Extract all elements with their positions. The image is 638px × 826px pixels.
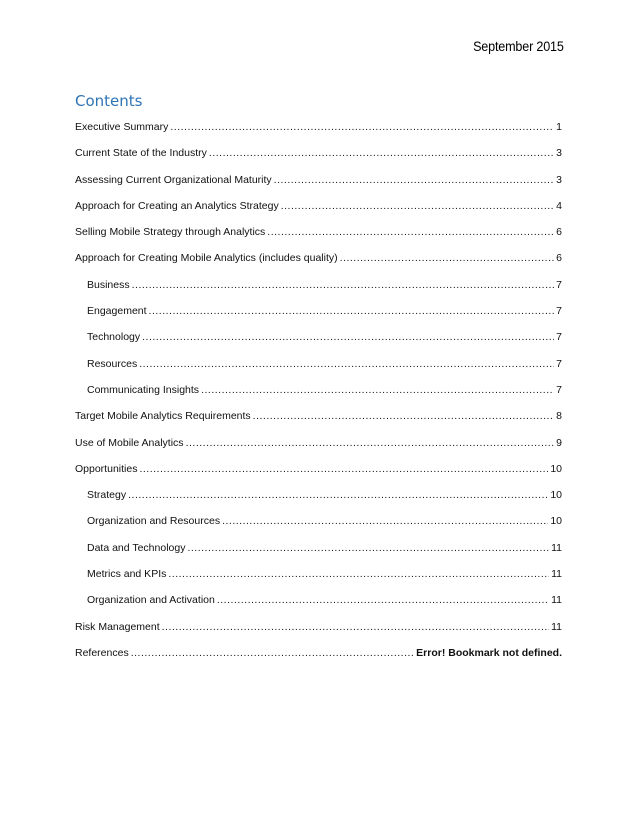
toc-entry-title: Risk Management xyxy=(75,620,160,633)
toc-dot-leader xyxy=(170,120,554,134)
toc-dot-leader xyxy=(209,146,554,160)
toc-entry-executive-summary[interactable] xyxy=(75,120,562,146)
toc-entry-title: Approach for Creating an Analytics Strategy xyxy=(75,199,279,212)
toc-entry-page: 10 xyxy=(550,515,562,528)
toc-entry-title: Opportunities xyxy=(75,462,138,475)
toc-entry-title: Approach for Creating Mobile Analytics (includes quality) xyxy=(75,252,338,265)
toc-dot-leader xyxy=(253,409,554,423)
toc-dot-leader xyxy=(131,646,414,660)
toc-entry-title: Business xyxy=(87,278,130,291)
toc-dot-leader xyxy=(132,278,555,292)
toc-entry-page-error: Error! Bookmark not defined. xyxy=(416,646,562,659)
toc-entry-page: 6 xyxy=(556,226,562,239)
toc-entry-target-requirements[interactable] xyxy=(75,409,562,435)
toc-entry-page: 10 xyxy=(550,462,562,475)
toc-entry-page: 7 xyxy=(556,305,562,318)
toc-dot-leader xyxy=(139,357,554,371)
toc-dot-leader xyxy=(274,173,554,187)
toc-dot-leader xyxy=(149,304,555,318)
toc-entry-references[interactable] xyxy=(75,646,562,672)
table-of-contents xyxy=(75,120,562,672)
toc-entry-page: 7 xyxy=(556,383,562,396)
toc-entry-title: Executive Summary xyxy=(75,121,169,133)
toc-entry-title: References xyxy=(75,646,129,659)
toc-entry-page: 6 xyxy=(556,252,562,265)
toc-entry-strategy[interactable] xyxy=(75,488,562,514)
toc-entry-title: Organization and Activation xyxy=(87,594,215,607)
toc-entry-title: Strategy xyxy=(87,489,127,502)
toc-entry-metrics-kpis[interactable] xyxy=(75,567,562,593)
toc-entry-title: Organization and Resources xyxy=(87,515,221,528)
toc-dot-leader xyxy=(201,383,554,397)
toc-dot-leader xyxy=(222,514,548,528)
toc-entry-title: Selling Mobile Strategy through Analytics xyxy=(75,226,266,239)
toc-dot-leader xyxy=(128,488,548,502)
toc-entry-title: Engagement xyxy=(87,305,147,318)
header-date: September 2015 xyxy=(473,38,564,54)
toc-entry-title: Current State of the Industry xyxy=(75,147,207,160)
toc-entry-title: Resources xyxy=(87,357,138,370)
toc-dot-leader xyxy=(186,436,555,450)
toc-entry-page: 10 xyxy=(550,489,562,502)
toc-entry-assessing-maturity[interactable] xyxy=(75,173,562,199)
toc-entry-page: 3 xyxy=(556,173,562,186)
toc-entry-resources[interactable] xyxy=(75,357,562,383)
toc-entry-page: 1 xyxy=(556,121,562,133)
toc-entry-title: Assessing Current Organizational Maturity xyxy=(75,173,272,186)
toc-entry-analytics-strategy[interactable] xyxy=(75,199,562,225)
toc-entry-title: Target Mobile Analytics Requirements xyxy=(75,410,251,423)
toc-entry-page: 11 xyxy=(551,568,562,581)
toc-entry-opportunities[interactable] xyxy=(75,462,562,488)
toc-entry-title: Communicating Insights xyxy=(87,383,200,396)
toc-entry-page: 11 xyxy=(551,620,562,633)
toc-entry-organization-activation[interactable] xyxy=(75,593,562,619)
toc-entry-organization-resources[interactable] xyxy=(75,514,562,540)
toc-dot-leader xyxy=(267,225,554,239)
toc-entry-use-of-mobile-analytics[interactable] xyxy=(75,436,562,462)
toc-dot-leader xyxy=(162,620,549,634)
toc-entry-title: Metrics and KPIs xyxy=(87,568,167,581)
toc-entry-page: 9 xyxy=(556,436,562,449)
toc-entry-title: Technology xyxy=(87,331,141,344)
toc-heading: Contents xyxy=(75,92,143,110)
toc-entry-current-state[interactable] xyxy=(75,146,562,172)
toc-entry-risk-management[interactable] xyxy=(75,620,562,646)
toc-entry-page: 3 xyxy=(556,147,562,160)
toc-entry-page: 11 xyxy=(551,594,562,607)
toc-dot-leader xyxy=(168,567,549,581)
toc-entry-page: 7 xyxy=(556,357,562,370)
toc-entry-page: 8 xyxy=(556,410,562,423)
toc-entry-page: 7 xyxy=(556,278,562,291)
toc-dot-leader xyxy=(281,199,554,213)
toc-dot-leader xyxy=(340,251,555,265)
toc-dot-leader xyxy=(187,541,549,555)
toc-entry-page: 11 xyxy=(551,541,562,554)
toc-dot-leader xyxy=(217,593,549,607)
toc-entry-page: 4 xyxy=(556,199,562,212)
toc-entry-selling-mobile-strategy[interactable] xyxy=(75,225,562,251)
toc-entry-technology[interactable] xyxy=(75,330,562,356)
toc-entry-communicating-insights[interactable] xyxy=(75,383,562,409)
toc-entry-title: Use of Mobile Analytics xyxy=(75,436,184,449)
toc-entry-business[interactable] xyxy=(75,278,562,304)
toc-entry-page: 7 xyxy=(556,331,562,344)
toc-dot-leader xyxy=(142,330,554,344)
toc-dot-leader xyxy=(139,462,548,476)
toc-entry-title: Data and Technology xyxy=(87,541,186,554)
toc-entry-mobile-analytics-approach[interactable] xyxy=(75,251,562,277)
toc-entry-engagement[interactable] xyxy=(75,304,562,330)
toc-entry-data-technology[interactable] xyxy=(75,541,562,567)
